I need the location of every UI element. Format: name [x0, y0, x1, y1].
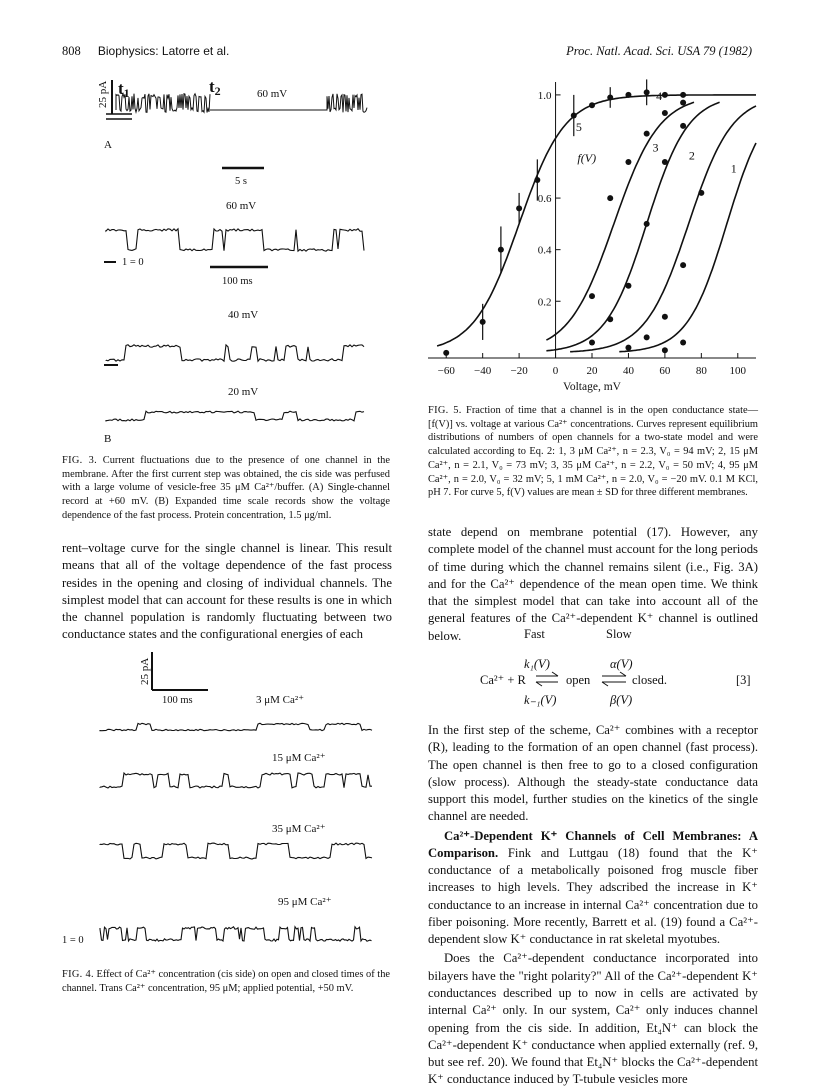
data-point-5: [680, 92, 686, 98]
data-point-2: [644, 334, 650, 340]
data-point-4: [662, 110, 668, 116]
data-point-2: [625, 345, 631, 351]
data-point-4: [644, 131, 650, 137]
data-point-2: [662, 314, 668, 320]
data-point-4: [607, 195, 613, 201]
fig4-trace-15uM: [100, 773, 372, 788]
fig3-trace-a: [116, 94, 367, 113]
curve-label-1: 1: [730, 161, 737, 176]
figure-3-graphic: [92, 70, 392, 450]
figure-5-chart: [420, 70, 766, 400]
scheme-beta: β(V): [610, 693, 633, 707]
marker-t2: t2: [209, 77, 221, 98]
right-body-text-bottom: [428, 722, 758, 1091]
fig3-time-scale-a: 5 s: [235, 176, 247, 187]
data-point-3: [644, 221, 650, 227]
figure-3: [92, 70, 392, 450]
data-point-5: [625, 92, 631, 98]
fig3-current-scale: 25 pA: [97, 80, 109, 108]
slow-equilibrium-arrows: [602, 672, 626, 686]
fig4-trace-95uM: [100, 927, 372, 941]
fit-curve-5: [437, 95, 756, 346]
data-point-2: [680, 262, 686, 268]
scheme-alpha: α(V): [610, 657, 633, 671]
fig4-time-scale: 100 ms: [162, 695, 193, 706]
left-body-text: [62, 540, 392, 646]
left-paragraph: rent–voltage curve for the single channel is linear. This result means that all of the voltage dependence of the fast process resides in the opening and closing of individual channels. The simplest model that can account for these results is one in which the channel population is randomly fluctuating between two conductance states and the configurational energies of each: [62, 541, 392, 642]
data-point-3: [607, 316, 613, 322]
x-tick-label: 20: [586, 365, 598, 377]
fig3-voltage-b1: 60 mV: [226, 200, 257, 212]
data-point-4: [589, 293, 595, 299]
data-point-5: [443, 350, 449, 356]
fig4-current-scale: 25 pA: [139, 657, 151, 685]
fig3-caption-text: Current fluctuations due to the presence of one channel in the membrane. After the first current step was obtained, the cis side was perfused with a large volume of vesicle-free 35 μM Ca²⁺/buffer. (A) Single-channel record at +60 mV. (B) Expanded time scale records show the voltage dependence of the fast process. Protein concentration, 1.5 μg/ml.: [62, 455, 390, 521]
curve-label-5: 5: [575, 120, 582, 135]
data-point-3: [662, 159, 668, 165]
curve-label-3: 3: [652, 140, 659, 155]
data-point-3: [625, 283, 631, 289]
fig4-trace-3uM: [100, 723, 372, 730]
data-point-5: [662, 92, 668, 98]
right-paragraph-1: state depend on membrane potential (17). However, any complete model of the channel must account for the long periods of time during which the channel remains silent (i.e., Fig. 3A) and for the Ca²⁺ dependence of the mean open time. We think that the simplest model that can take into account all of the general features of the Ca²⁺-dependent K⁺ channel is outlined below.: [428, 525, 758, 643]
scheme-left-side: Ca²⁺ + R: [480, 673, 526, 687]
fig5-caption-text: Fraction of time that a channel is in the open conductance state—[f(V)] vs. voltage at various Ca²⁺ concentrations. Curves represent equilibrium distributions of numbers of open channels for a two-state model and were calculated according to Eq. 2: 1, 3 μM Ca²⁺, n = 2.3, V₀ = 94 mV; 2, 15 μM Ca²⁺, n = 2.1, V₀ = 73 mV; 3, 35 μM Ca²⁺, n = 2.2, V₀ = 50 mV; 4, 95 μM Ca²⁺, n = 2.0, V₀ = 32 mV; 5, 1 mM Ca²⁺, n = 2.0, V₀ = −20 mV. 0.1 M KCl, pH 7. For curve 5, f(V) values are mean ± SD for three different membranes.: [428, 405, 758, 499]
right-paragraph-4: Does the Ca²⁺-dependent conductance incorporated into bilayers have the "right polarity?" All of the Ca²⁺-dependent K⁺ conductances described up to now in cells are activated by internal Ca²⁺ only. In our system, Ca²⁺ only induces channel opening from the cis side. In addition, Et₄N⁺ can block the Ca²⁺-dependent K⁺ conductance when applied externally (ref. 9, but see ref. 20). We found that Et₄N⁺ blocks the Ca²⁺-dependent K⁺ conductance induced by T-tubule vesicles more: [428, 951, 758, 1087]
fig4-label-35uM: 35 μM Ca²⁺: [272, 823, 326, 835]
data-point-1: [662, 347, 668, 353]
data-point-5: [589, 102, 595, 108]
right-paragraph-3: [428, 828, 758, 949]
fig3-panel-a-label: A: [104, 139, 112, 151]
fig3-caption: [62, 454, 390, 523]
curve-label-4: 4: [656, 89, 663, 104]
fig3-voltage-b3: 20 mV: [228, 386, 259, 398]
y-tick-label: 0.2: [537, 296, 552, 309]
fig3-trace-b1: [106, 229, 364, 251]
journal-citation: Proc. Natl. Acad. Sci. USA 79 (1982): [566, 44, 752, 58]
page-number: 808: [62, 44, 81, 58]
figure-4: [62, 640, 392, 960]
figure-5-svg: [420, 70, 766, 400]
fig4-trace-35uM: [100, 843, 372, 859]
x-axis-label: Voltage, mV: [563, 381, 621, 393]
scheme-equation-number: [3]: [736, 673, 751, 687]
curve-label-2: 2: [688, 148, 695, 163]
scheme-k1: k₁(V): [524, 657, 550, 671]
fig3-trace-b3: [106, 411, 364, 421]
right-paragraph-2: In the first step of the scheme, Ca²⁺ combines with a receptor (R), leading to the formation of an open channel (fast process). The open channel is then free to go to a closed configuration (slow process). Although the steady-state conductance data support this model, further studies on the kinetics of the single channel are needed.: [428, 723, 758, 824]
fig4-caption-label: FIG. 4.: [62, 969, 94, 980]
fig4-label-3uM: 3 μM Ca²⁺: [256, 694, 305, 706]
fig4-label-15uM: 15 μM Ca²⁺: [272, 752, 326, 764]
data-point-3: [589, 340, 595, 346]
page-header-left: [62, 44, 229, 59]
y-tick-label: 1.0: [537, 89, 552, 102]
x-tick-label: 100: [729, 365, 747, 377]
reaction-scheme: [440, 624, 758, 720]
fig3-voltage-b2: 40 mV: [228, 309, 259, 321]
y-tick-label: 0.4: [537, 244, 552, 257]
fig3-time-scale-b: 100 ms: [222, 276, 253, 287]
fig3-caption-label: FIG. 3.: [62, 455, 97, 466]
data-point-2: [698, 190, 704, 196]
x-tick-label: −40: [474, 365, 492, 377]
data-point-4: [625, 159, 631, 165]
fig4-label-95uM: 95 μM Ca²⁺: [278, 896, 332, 908]
scheme-closed: closed.: [632, 673, 668, 687]
y-tick-label: 0.6: [537, 193, 552, 206]
x-tick-label: −60: [437, 365, 455, 377]
right-paragraph-3-text: Fink and Luttgau (18) found that the K⁺ conductance of a metabolically poisoned frog muscle fiber increases to high levels. They adscribed the increase in K⁺ conductance to an increase in internal Ca²⁺ concentration due to fiber poisoning. More recently, Barrett et al. (19) found a Ca²⁺-dependent slow K⁺ conductance in rat skeletal myotubes.: [428, 845, 758, 947]
fig3-panel-b-label: B: [104, 433, 112, 445]
x-tick-label: 60: [659, 365, 671, 377]
marker-t1: t1: [118, 79, 130, 100]
fast-equilibrium-arrows: [536, 672, 558, 686]
scheme-k-1: k₋₁(V): [524, 693, 557, 707]
fig3-baseline-label: 1 = 0: [122, 257, 144, 268]
data-point-4: [680, 100, 686, 106]
data-point-1: [680, 340, 686, 346]
x-tick-label: 0: [552, 365, 559, 377]
fig3-voltage-a: 60 mV: [257, 88, 288, 100]
scheme-slow-label: Slow: [606, 627, 632, 641]
fig4-caption: [62, 968, 390, 995]
fit-curve-4: [546, 102, 694, 340]
figure-4-graphic: [62, 640, 392, 960]
scheme-fast-label: Fast: [524, 627, 545, 641]
fig3-trace-b2: [106, 345, 364, 361]
section-heading: Ca²⁺-Dependent K⁺ Channels of Cell Membranes: A Comparison.: [428, 828, 758, 860]
x-tick-label: 40: [622, 365, 634, 377]
x-tick-label: −20: [510, 365, 528, 377]
fig4-caption-text: Effect of Ca²⁺ concentration (cis side) on open and closed times of the channel. Trans Ca²⁺ concentration, 95 μM; applied potential, +50 mV.: [62, 969, 390, 994]
fig5-caption: [428, 404, 758, 500]
journal-section: Biophysics: Latorre et al.: [97, 44, 230, 58]
y-axis-label: f(V): [577, 150, 597, 165]
x-tick-label: 80: [695, 365, 707, 377]
fig4-baseline-label: 1 = 0: [62, 935, 84, 946]
scheme-open: open: [566, 673, 591, 687]
data-point-3: [680, 123, 686, 129]
fig5-caption-label: FIG. 5.: [428, 405, 462, 416]
